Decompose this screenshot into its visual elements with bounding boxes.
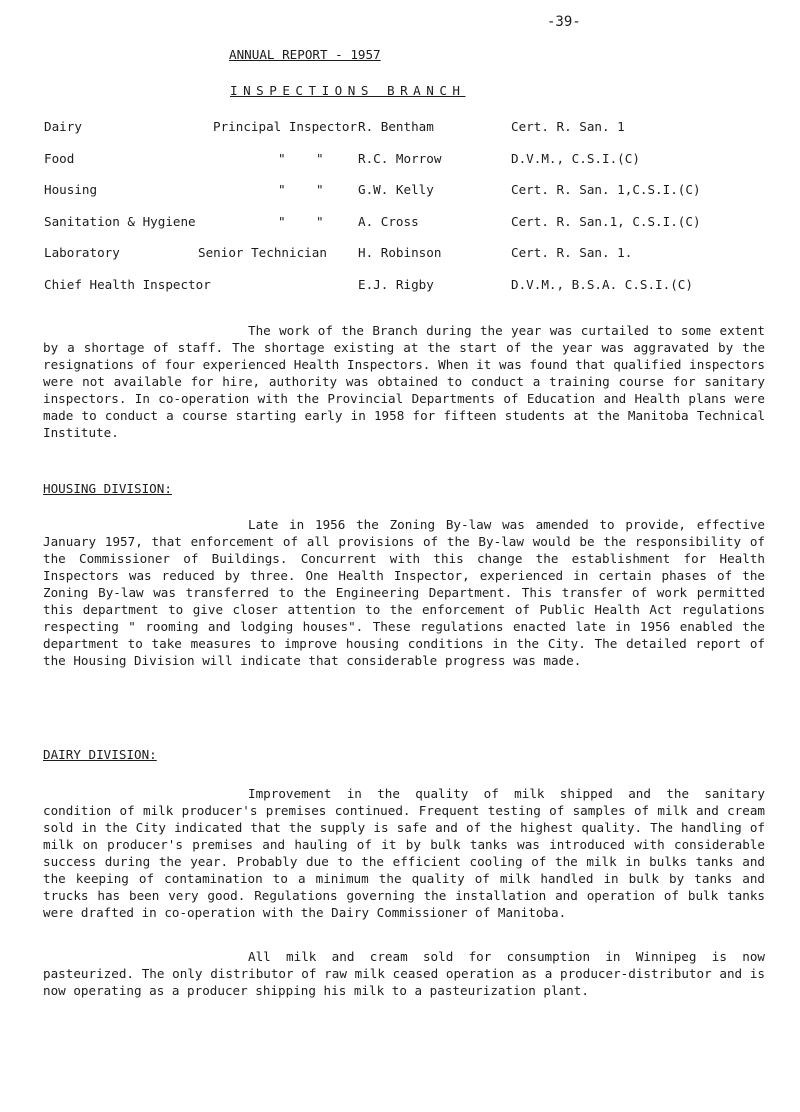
ditto-mark: "	[316, 150, 324, 166]
staff-name: R. Bentham	[358, 119, 434, 134]
ditto-mark: "	[316, 182, 324, 198]
staff-row-chief	[44, 276, 764, 308]
housing-paragraph	[43, 516, 765, 669]
staff-row-food	[44, 150, 764, 182]
report-title: ANNUAL REPORT - 1957	[229, 47, 381, 62]
dairy-paragraph-2-text: All milk and cream sold for consumption in Winnipeg is now pasteurized. The only distributor of raw milk ceased operation as a producer-distributor and is now operating as a producer shipping his milk to a pasteurization plant.	[43, 949, 765, 998]
staff-division: Sanitation & Hygiene	[44, 213, 196, 229]
intro-paragraph	[43, 322, 765, 441]
staff-row-sanitation	[44, 213, 764, 245]
staff-division: Laboratory	[44, 245, 120, 261]
staff-row-laboratory	[44, 244, 764, 276]
staff-cert: D.V.M., B.S.A. C.S.I.(C)	[511, 276, 693, 292]
staff-division: Housing	[44, 182, 98, 198]
housing-paragraph-text: Late in 1956 the Zoning By-law was amended to provide, effective January 1957, that enforcement of all provisions of the By-law would be the responsibility of the Commissioner of Buildings. Concurrent with this change the establishment for Health Inspectors was reduced by three. One Health Inspector, experienced in certain phases of the Zoning By-law was transferred to the Engineering Department. This transfer of work permitted this department to give closer attention to the enforcement of Public Health Act regulations respecting " rooming and lodging houses". These regulations enacted late in 1956 enabled the department to take measures to improve housing conditions in the City. The detailed report of the Housing Division will indicate that considerable progress was made.	[43, 517, 765, 668]
staff-row-dairy	[44, 118, 764, 150]
staff-cert: Cert. R. San. 1,C.S.I.(C)	[511, 182, 701, 198]
staff-name: G.W. Kelly	[358, 182, 434, 198]
dairy-division-heading: DAIRY DIVISION:	[43, 747, 157, 762]
staff-title: Principal Inspector	[213, 119, 358, 134]
intro-paragraph-text: The work of the Branch during the year was curtailed to some extent by a shortage of staff. The shortage existing at the start of the year was aggravated by the resignations of four experienced Health Inspectors. When it was found that qualified inspectors were not available for hire, authority was obtained to conduct a training course for sanitary inspectors. In co-operation with the Provincial Departments of Education and Health plans were made to conduct a course starting early in 1958 for fifteen students at the Manitoba Technical Institute.	[43, 323, 765, 440]
staff-table	[44, 118, 764, 308]
staff-cert: Cert. R. San.1, C.S.I.(C)	[511, 213, 701, 229]
dairy-paragraph-1	[43, 785, 765, 921]
branch-title: INSPECTIONS BRANCH	[230, 83, 466, 98]
staff-name: E.J. Rigby	[358, 276, 434, 292]
ditto-mark: "	[278, 213, 286, 229]
dairy-paragraph-1-text: Improvement in the quality of milk shipped and the sanitary condition of milk producer's premises continued. Frequent testing of samples of milk and cream sold in the City indicated that the supply is safe and of the highest quality. The handling of milk on producer's premises and hauling of it by bulk tanks was introduced with considerable success during the year. Probably due to the efficient cooling of the milk in bulks tanks and the keeping of contamination to a minimum the quality of milk handled in bulk by tanks and trucks has been very good. Regulations governing the installation and operation of bulk tanks were drafted in co-operation with the Dairy Commissioner of Manitoba.	[43, 786, 765, 920]
staff-cert: Cert. R. San. 1.	[511, 245, 633, 261]
staff-name: R.C. Morrow	[358, 150, 442, 166]
ditto-mark: "	[278, 182, 286, 198]
staff-row-housing	[44, 181, 764, 213]
dairy-paragraph-2	[43, 948, 765, 999]
staff-name: A. Cross	[358, 213, 419, 229]
ditto-mark: "	[316, 213, 324, 229]
ditto-mark: "	[278, 150, 286, 166]
staff-division: Dairy	[44, 119, 82, 134]
housing-division-heading: HOUSING DIVISION:	[43, 481, 172, 496]
staff-cert: Cert. R. San. 1	[511, 119, 625, 134]
staff-division: Chief Health Inspector	[44, 276, 211, 292]
staff-division: Food	[44, 150, 75, 166]
staff-name: H. Robinson	[358, 245, 442, 261]
staff-cert: D.V.M., C.S.I.(C)	[511, 150, 640, 166]
page-number: -39-	[547, 14, 581, 30]
staff-title: Senior Technician	[198, 245, 327, 261]
